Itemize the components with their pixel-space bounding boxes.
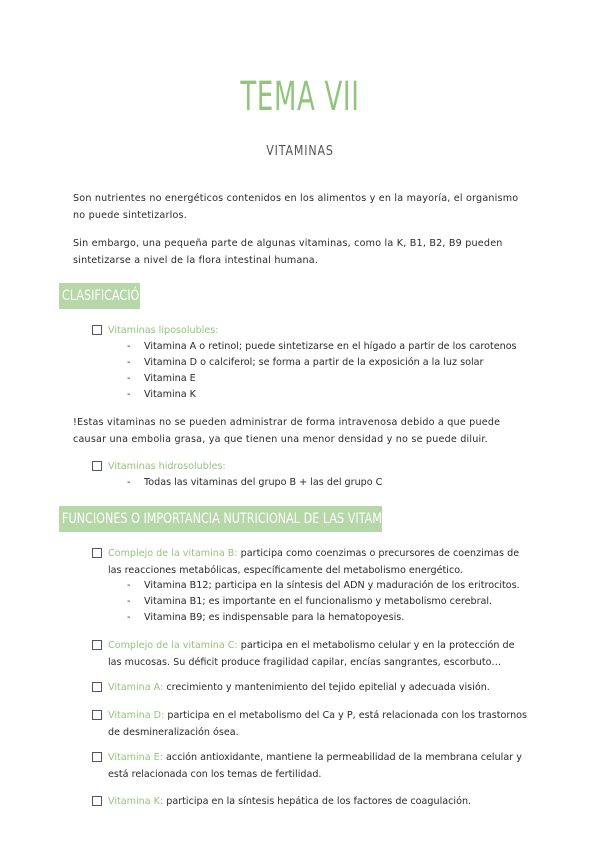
hidrosolubles-label: Vitaminas hidrosolubles: xyxy=(108,461,226,472)
section-heading-funciones-text: FUNCIONES O IMPORTANCIA NUTRICIONAL DE LAS VITAMINAS xyxy=(62,511,409,527)
dash-bullet-icon: - xyxy=(127,596,131,607)
section-heading-funciones xyxy=(59,506,409,532)
checkbox-icon[interactable] xyxy=(92,325,102,335)
vitamina-e-text xyxy=(108,749,530,783)
dash-bullet-icon: - xyxy=(127,373,131,384)
dash-bullet-icon: - xyxy=(127,389,131,400)
section-heading-clasificacion-text: CLASIFICACIÓN xyxy=(62,288,148,304)
vitamina-e-label: Vitamina E: xyxy=(108,752,163,763)
checkbox-icon[interactable] xyxy=(92,796,102,806)
list-item-text: Vitamina A o retinol; puede sintetizarse en el hígado a partir de los carotenos xyxy=(144,341,517,352)
dash-bullet-icon: - xyxy=(127,612,131,623)
dash-bullet-icon: - xyxy=(127,580,131,591)
vitamina-k-description: participa en la síntesis hepática de los factores de coagulación. xyxy=(163,796,472,807)
complejo-c-label: Complejo de la vitamina C: xyxy=(108,640,238,651)
checkbox-icon[interactable] xyxy=(92,682,102,692)
vitamina-k-label: Vitamina K: xyxy=(108,796,164,807)
complejo-b-label: Complejo de la vitamina B: xyxy=(108,548,238,559)
warning-note: !Estas vitaminas no se pueden administrar de forma intravenosa debido a que puede causar una embolia grasa, ya que tienen una menor densidad y no se puede diluir. xyxy=(73,417,501,445)
vitamina-d-description: participa en el metabolismo del Ca y P, está relacionada con los trastornos de desmineralización ósea. xyxy=(108,710,528,738)
dash-bullet-icon: - xyxy=(127,477,131,488)
vitamina-k-text xyxy=(108,793,530,810)
checkbox-icon[interactable] xyxy=(92,461,102,471)
list-item-text: Vitamina B1; es importante en el funcionalismo y metabolismo cerebral. xyxy=(144,596,493,607)
intro-paragraph-1: Son nutrientes no energéticos contenidos en los alimentos y en la mayoría, el organismo no puede sintetizarlos. xyxy=(73,193,519,221)
list-item-text: Todas las vitaminas del grupo B + las del grupo C xyxy=(144,477,383,488)
checkbox-icon[interactable] xyxy=(92,710,102,720)
list-item-text: Vitamina B9; es indispensable para la hematopoyesis. xyxy=(144,612,405,623)
vitamina-d-text xyxy=(108,707,530,741)
list-item-text: Vitamina D o calciferol; se forma a partir de la exposición a la luz solar xyxy=(144,357,484,368)
vitamina-a-text xyxy=(108,679,530,696)
checkbox-icon[interactable] xyxy=(92,548,102,558)
list-item-text: Vitamina E xyxy=(144,373,196,384)
dash-bullet-icon: - xyxy=(127,341,131,352)
checkbox-icon[interactable] xyxy=(92,752,102,762)
list-item-text: Vitamina K xyxy=(144,389,196,400)
page-subtitle: VITAMINAS xyxy=(266,144,334,159)
liposolubles-label: Vitaminas liposolubles: xyxy=(108,325,219,336)
vitamina-a-label: Vitamina A: xyxy=(108,682,164,693)
complejo-b-description: participa como coenzimas o precursores de coenzimas de las reacciones metabólicas, específicamente del metabolismo energético. xyxy=(108,548,520,576)
complejo-c-description: participa en el metabolismo celular y en la protección de las mucosas. Su déficit produce fragilidad capilar, encías sangrantes, escorbuto… xyxy=(108,640,515,668)
list-item-text: Vitamina B12; participa en la síntesis del ADN y maduración de los eritrocitos. xyxy=(144,580,520,591)
complejo-c-text xyxy=(108,637,530,671)
complejo-b-text xyxy=(108,545,530,579)
vitamina-e-description: acción antioxidante, mantiene la permeabilidad de la membrana celular y está relacionada con los temas de fertilidad. xyxy=(108,752,522,780)
checkbox-icon[interactable] xyxy=(92,640,102,650)
page-title: TEMA VII xyxy=(240,74,360,120)
dash-bullet-icon: - xyxy=(127,357,131,368)
intro-paragraph-2: Sin embargo, una pequeña parte de algunas vitaminas, como la K, B1, B2, B9 pueden sintetizarse a nivel de la flora intestinal humana. xyxy=(73,238,503,266)
section-heading-clasificacion xyxy=(59,283,148,309)
vitamina-a-description: crecimiento y mantenimiento del tejido epitelial y adecuada visión. xyxy=(163,682,490,693)
vitamina-d-label: Vitamina D: xyxy=(108,710,165,721)
